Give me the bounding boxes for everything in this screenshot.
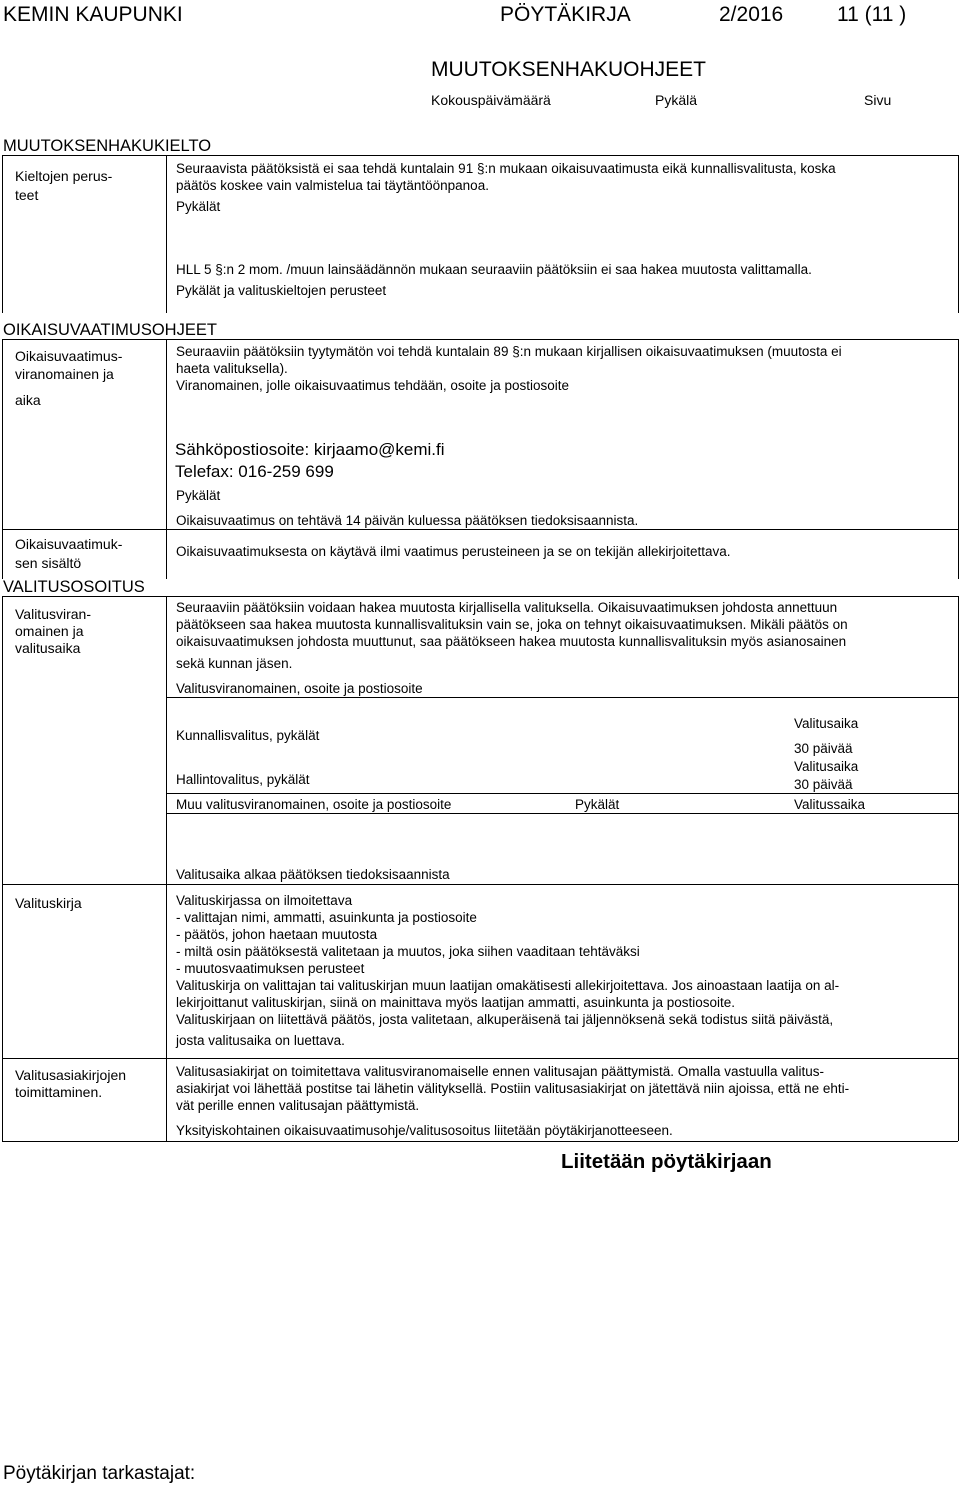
divider [2,529,958,530]
row-label-toimittaminen: Valitusasiakirjojen toimittaminen. [15,1067,127,1100]
row-label-kieltojen-perusteet: Kieltojen perus- teet [15,168,113,203]
col-page-label: Sivu [864,92,892,108]
footer-tarkastajat: Pöytäkirjan tarkastajat: [3,1463,196,1484]
liitetaan-poytakirjaan: Liitetään pöytäkirjaan [561,1150,772,1173]
table-border [958,155,959,313]
divider [166,793,958,794]
paivaa-value-2: 30 päivää [794,777,853,792]
hll-text: HLL 5 §:n 2 mom. /muun lainsäädännön mukaan seuraaviin päätöksiin ei saa hakea muutosta valittamalla. [176,262,812,277]
table-border [2,339,3,579]
table-border [2,596,3,1141]
divider [2,1141,958,1142]
column-divider [166,155,167,313]
table-border [958,596,959,1141]
valitussaika-label: Valitussaika [794,797,866,812]
column-divider [166,596,167,1141]
valitus-text: Seuraaviin päätöksiin voidaan hakea muutosta kirjallisella valituksella. Oikaisuvaatimuksen johdosta annettuun päätökseen saa hakea muutosta kunnallisvalituksin vain se, joka on tehnyt oikaisuvaatimuksen. Mikäli päätös on oikaisuvaatimuksen johdosta muuttunut, saa päätökseen hakea muutosta kunnallisvalituksin myös asianosainen sekä kunnan jäsen. [176,600,848,671]
column-divider [166,339,167,579]
valitusaika-alkaa: Valitusaika alkaa päätöksen tiedoksisaannista [176,867,450,882]
oikaisu-text: Seuraaviin päätöksiin tyytymätön voi tehdä kuntalain 89 §:n mukaan kirjallisen oikaisuvaatimuksen (muutosta ei haeta valituksella). Viranomainen, jolle oikaisuvaatimus tehdään, osoite ja postiosoite [176,344,842,393]
doc-type: PÖYTÄKIRJA [500,3,631,26]
col-date-label: Kokouspäivämäärä [431,92,551,108]
toimittaminen-text: Valitusasiakirjat on toimitettava valitusviranomaiselle ennen valitusajan päättymistä. Omalla vastuulla valitus- asiakirjat voi lähettää postitse tai lähetin välityksellä. Postiin valitusasiakirjat on jätettävä niin ajoissa, että ne ehti- vät perille ennen valitusajan päättymistä. Yksityiskohtainen oikaisuvaatimusohje/valitusosoitus liitetään pöytäkirjanotteeseen. [176,1064,850,1138]
divider [2,884,958,885]
divider [2,155,958,156]
fax-number: Telefax: 016-259 699 [175,462,334,481]
divider [166,813,958,814]
row-label-valituskirja: Valituskirja [15,895,82,911]
valitusaika-label-2: Valitusaika [794,759,859,774]
row-label-valitusviranomainen: Valitusviran- omainen ja valitusaika [15,606,91,656]
valitusaika-label-1: Valitusaika [794,716,859,731]
page-number: 11 (11 ) [837,3,907,26]
table-border [958,339,959,579]
divider [2,596,958,597]
email-address: Sähköpostiosoite: kirjaamo@kemi.fi [175,440,445,459]
muu-pykalat: Pykälät [575,797,620,812]
oikaisu-pykalat: Pykälät [176,488,221,503]
divider [2,1058,958,1059]
valituskirja-text: Valituskirjassa on ilmoitettava - valittajan nimi, ammatti, asuinkunta ja postiosoite - päätös, johon haetaan muutosta - miltä osin päätöksestä valitetaan ja muutos, joka siihen vaaditaan tehtäväksi - muutosvaatimuksen perusteet Valituskirja on valittajan tai valituskirjan muun laatijan omakätisesti allekirjoitettava. Jos ainoastaan laatija on al- lekirjoittanut valituskirjan, siinä on mainittava myös laatijan ammatti, asuinkunta ja postiosoite. Valituskirjaan on liitettävä päätös, josta valitetaan, alkuperäisenä tai jäljennöksenä sekä todistus siitä päivästä, josta valitusaika on luettava. [176,893,840,1048]
valitus-authority: Valitusviranomainen, osoite ja postiosoite [176,681,423,696]
kielto-pykalat: Pykälät [176,199,221,214]
oikaisu-content-text: Oikaisuvaatimuksesta on käytävä ilmi vaatimus perusteineen ja se on tekijän allekirjoitettava. [176,544,731,559]
divider [2,339,958,340]
doc-number: 2/2016 [719,3,784,26]
section-heading-valitusosoitus: VALITUSOSOITUS [3,578,145,596]
paivaa-value-1: 30 päivää [794,741,853,756]
oikaisu-deadline: Oikaisuvaatimus on tehtävä 14 päivän kuluessa päätöksen tiedoksisaannista. [176,513,639,528]
kunnallisvalitus-label: Kunnallisvalitus, pykälät [176,728,320,743]
row-label-oikaisuvaatimusviranomainen: Oikaisuvaatimus- viranomainen ja aika [15,348,123,408]
divider [166,697,958,698]
table-border [2,155,3,313]
section-heading-oikaisuvaatimus: OIKAISUVAATIMUSOHJEET [3,321,217,339]
hallintovalitus-label: Hallintovalitus, pykälät [176,772,310,787]
muu-valitusviranomainen: Muu valitusviranomainen, osoite ja postiosoite [176,797,452,812]
section-heading-muutoksenhakukielto: MUUTOKSENHAKUKIELTO [3,137,212,155]
page-title: MUUTOKSENHAKUOHJEET [431,58,706,81]
col-section-label: Pykälä [655,92,698,108]
org-name: KEMIN KAUPUNKI [3,3,183,26]
pykalat-perusteet: Pykälät ja valituskieltojen perusteet [176,283,387,298]
row-label-oikaisuvaatimuksen-sisalto: Oikaisuvaatimuk- sen sisältö [15,536,123,571]
kielto-text: Seuraavista päätöksistä ei saa tehdä kuntalain 91 §:n mukaan oikaisuvaatimusta eikä kunnallisvalitusta, koska päätös koskee vain valmistelua tai täytäntöönpanoa. [176,161,836,193]
